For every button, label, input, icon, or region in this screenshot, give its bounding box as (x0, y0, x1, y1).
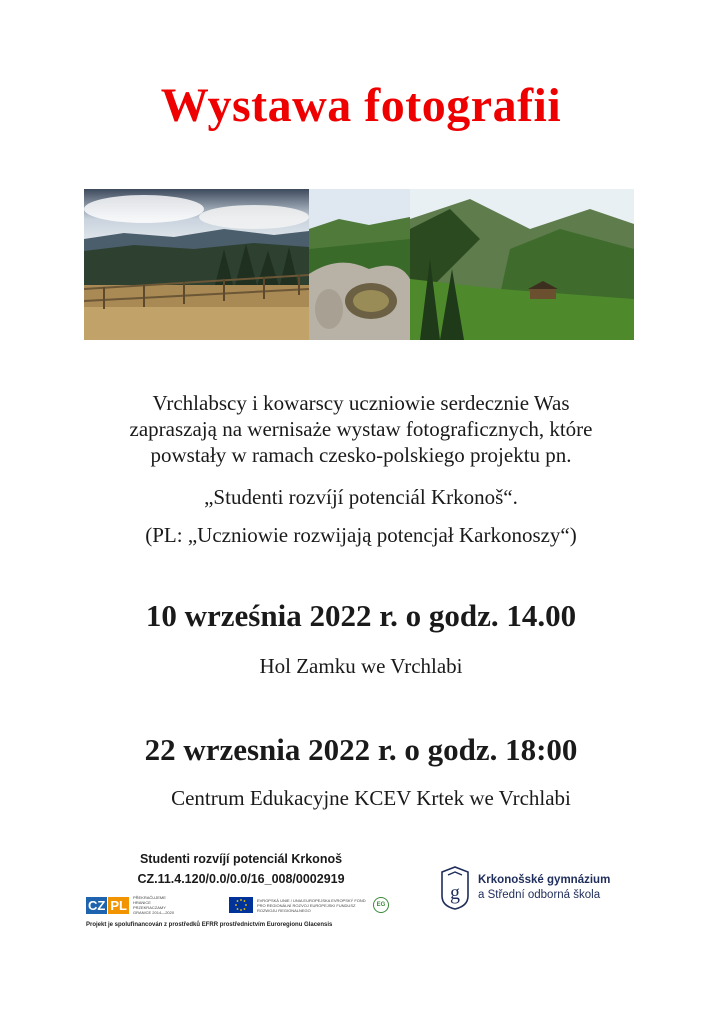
intro-line-1: Vrchlabscy i kowarscy uczniowie serdecznie Was (152, 391, 570, 415)
intro-line-2: zapraszają na wernisaże wystaw fotograficznych, które (129, 417, 593, 441)
euroregion-glacensis-logo: EG (373, 897, 389, 913)
project-funding-note: Projekt je spolufinancován z prostředků EFRR prostřednictvím Euroregionu Glacensis (86, 922, 333, 928)
project-info-box (86, 852, 396, 928)
project-name-pl: (PL: „Uczniowie rozwijają potencjał Karkonoszy“) (145, 523, 577, 547)
school-name (478, 873, 610, 903)
green-valley-chalet-photo (410, 189, 634, 340)
school-logo-block (440, 866, 610, 910)
project-box-code: CZ.11.4.120/0.0/0.0/16_008/0002919 (137, 872, 345, 886)
event-2-date: 22 wrzesnia 2022 r. o godz. 18:00 (144, 732, 578, 767)
czpl-logo-cz: CZ (88, 897, 106, 913)
school-name-line-1: Krkonošské gymnázium (478, 874, 611, 886)
event-1-date: 10 września 2022 r. o godz. 14.00 (145, 598, 577, 633)
intro-paragraph (0, 390, 722, 468)
czpl-logo-text: PŘEKRAČUJEME HRANICE PRZEKRACZAMY GRANICE 2014—2020 (132, 895, 175, 915)
poster-title: Wystawa fotografii (160, 79, 562, 132)
granite-rock-pool-photo (309, 189, 410, 340)
svg-text:g: g (450, 882, 460, 904)
czpl-logo (86, 897, 129, 914)
photo-strip (84, 189, 634, 340)
eu-logo-text: EVROPSKÁ UNIE / UNIA EUROPEJSKA EVROPSKÝ FOND PRO REGIONÁLNÍ ROZVOJ EUROPEJSKI FUNDUSZ ROZWOJU REGIONALNEGO (256, 897, 366, 913)
eu-flag-icon (229, 897, 253, 913)
school-g-shield-icon (440, 866, 470, 910)
project-box-name: Studenti rozvíjí potenciál Krkonoš (139, 852, 343, 866)
mountain-meadow-fence-photo (84, 189, 309, 340)
school-name-line-2: a Střední odborná škola (478, 889, 601, 901)
intro-line-3: powstały w ramach czesko-polskiego projektu pn. (150, 443, 572, 467)
event-2-place: Centrum Edukacyjne KCEV Krtek we Vrchlabi (171, 786, 571, 810)
event-1-place: Hol Zamku we Vrchlabi (259, 654, 463, 678)
project-name-cz: „Studenti rozvíjí potenciál Krkonoš“. (204, 485, 518, 509)
funding-logos (86, 892, 396, 918)
czpl-logo-pl: PL (110, 897, 127, 913)
